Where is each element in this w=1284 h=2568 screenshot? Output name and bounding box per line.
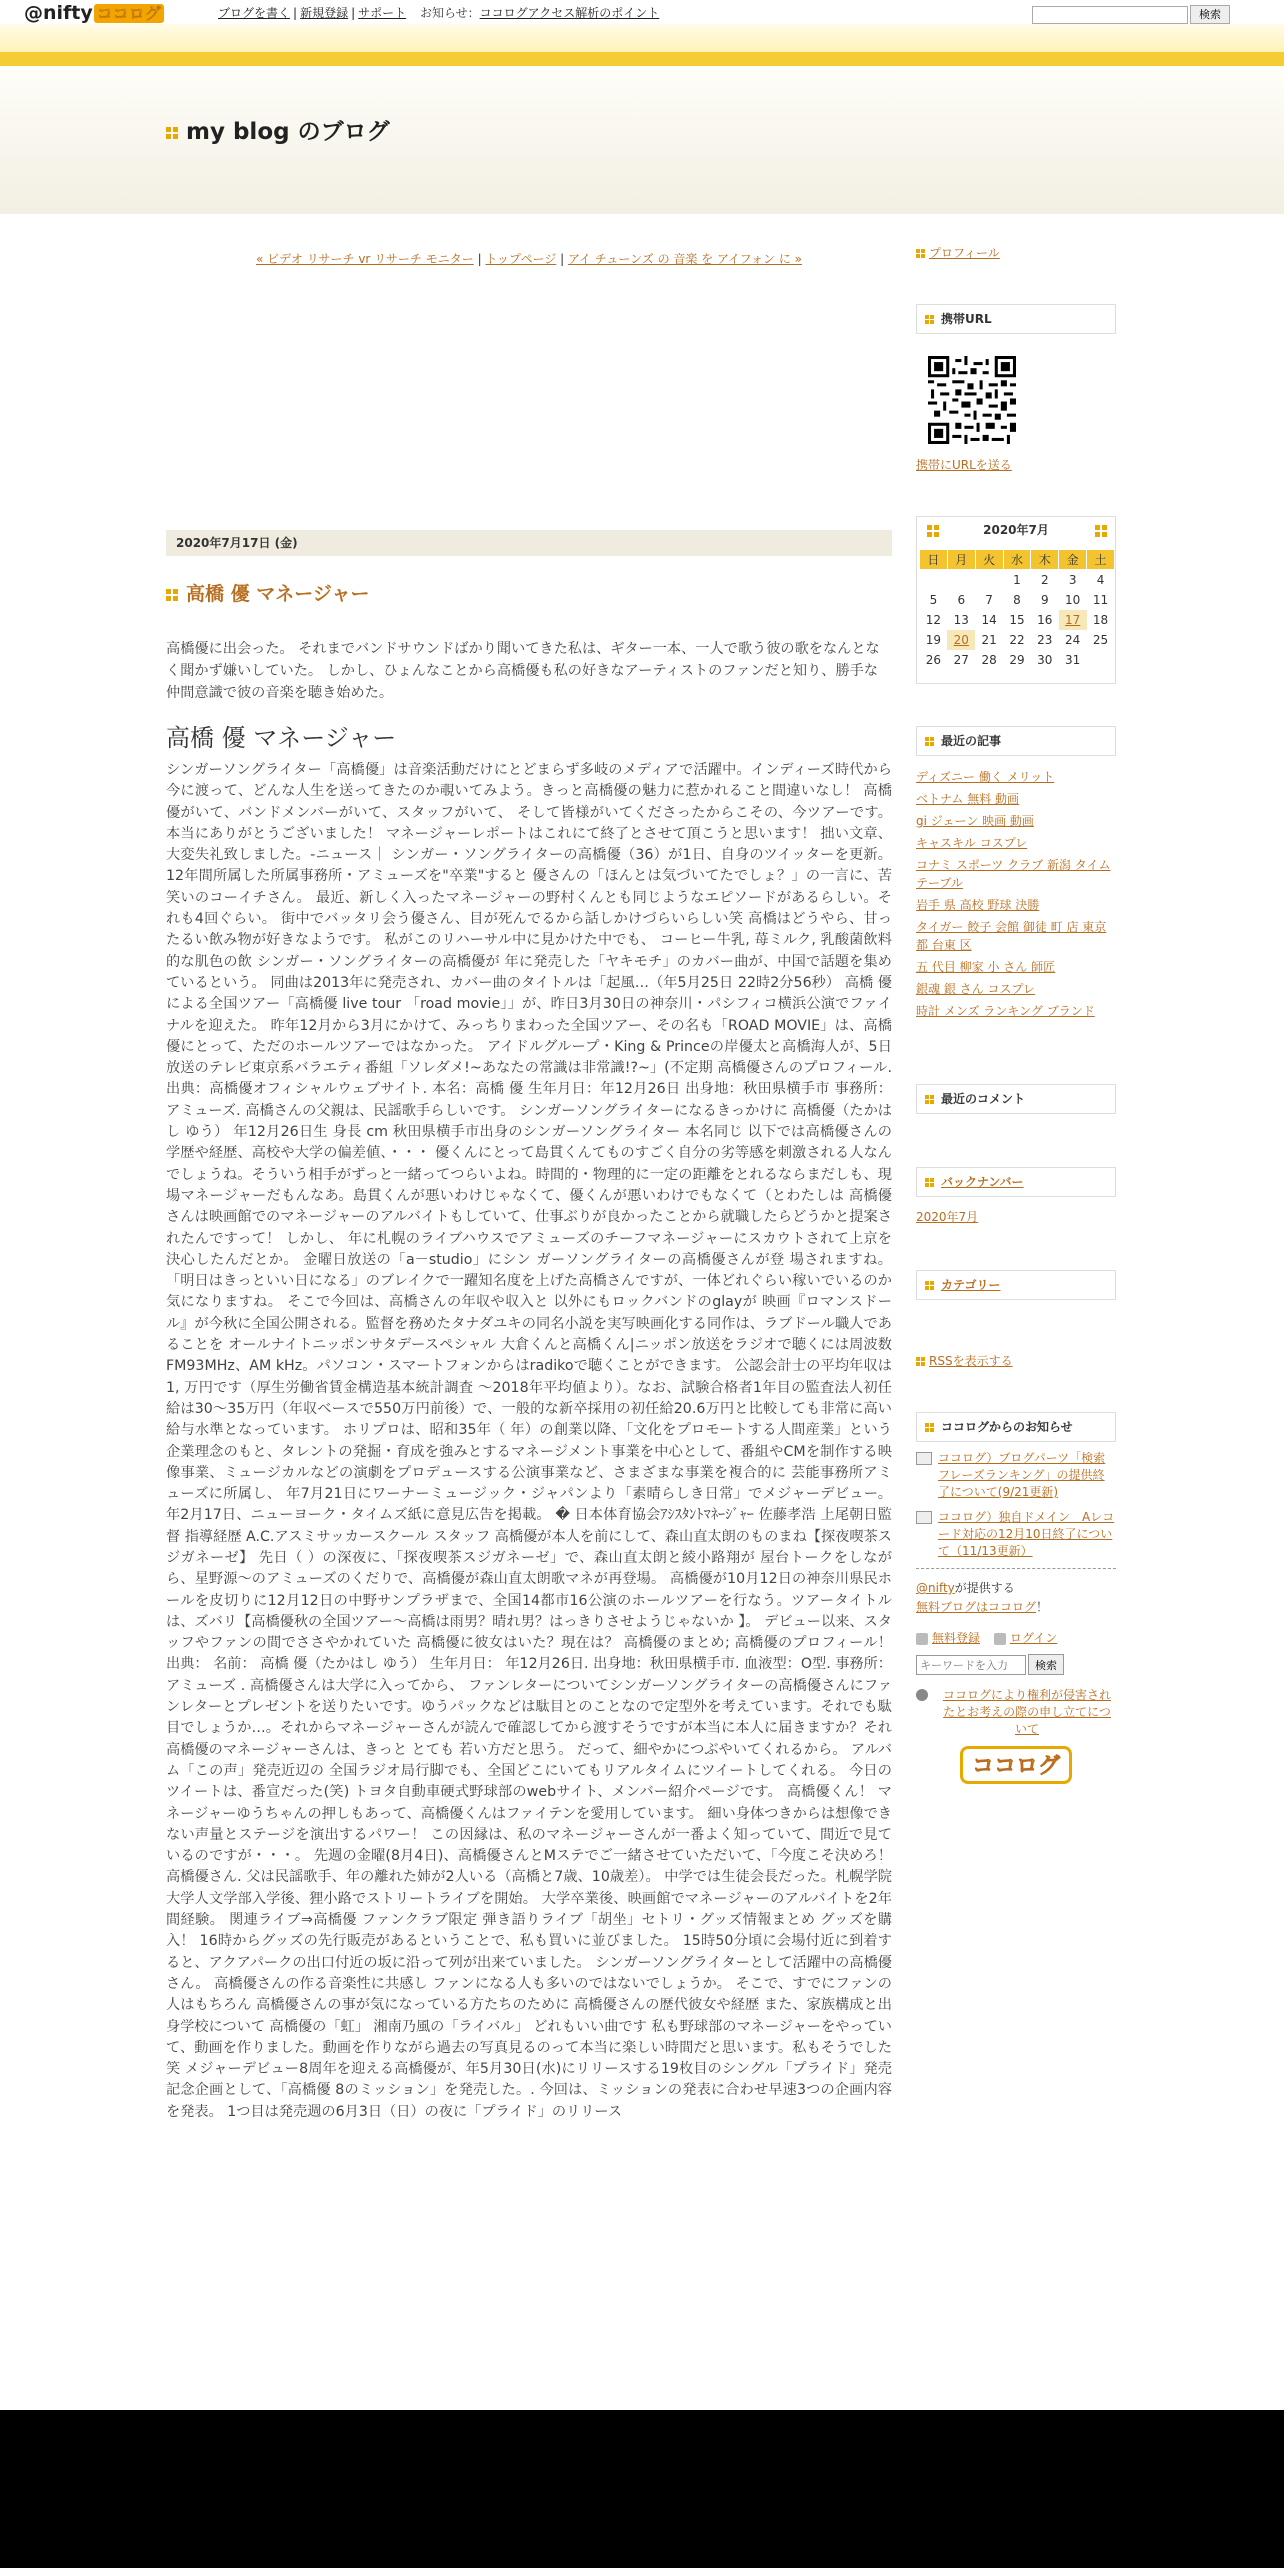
header-square-icon: [925, 737, 934, 746]
recent-comments-header-text: 最近のコメント: [941, 1092, 1026, 1106]
login-icon: [994, 1633, 1006, 1645]
nifty-link[interactable]: @nifty: [916, 1581, 955, 1595]
nav-separator: |: [351, 6, 356, 20]
rights-report: [916, 1687, 1116, 1738]
calendar-day: 24: [1065, 633, 1081, 647]
notice-link[interactable]: ココログアクセス解析のポイント: [479, 6, 660, 20]
recent-post-link[interactable]: 五 代目 柳家 小 さん 師匠: [916, 960, 1056, 974]
post-date: 2020年7月17日 (金): [166, 530, 892, 556]
support-link[interactable]: サポート: [358, 6, 407, 20]
notice-link-2[interactable]: ココログ）独自ドメイン Aレコード対応の12月10日終了について（11/13更新）: [938, 1510, 1115, 1558]
keyword-search: [916, 1654, 1116, 1675]
cocolog-notice-header-text: ココログからのお知らせ: [941, 1420, 1073, 1434]
rss[interactable]: [916, 1352, 1116, 1369]
write-blog-link[interactable]: ブログを書く: [218, 6, 291, 20]
qr-code-icon: [928, 356, 1016, 444]
login-link[interactable]: ログイン: [1009, 1631, 1058, 1645]
calendar-day: 8: [1013, 593, 1021, 607]
calendar-day-link[interactable]: 20: [953, 633, 969, 647]
notice-colon: ：: [467, 6, 480, 20]
calendar-day: 12: [925, 613, 942, 627]
header-square-icon: [925, 1178, 934, 1187]
header-square-icon: [925, 1423, 934, 1432]
calendar-day: 6: [957, 593, 966, 607]
post-heading: 高橋 優 マネージャー: [166, 724, 397, 752]
calendar-weekday: 木: [1031, 550, 1059, 570]
profile-link[interactable]: プロフィール: [929, 246, 1000, 260]
calendar-day: [1087, 650, 1115, 670]
calendar-day: 13: [953, 613, 969, 627]
recent-post-link[interactable]: 時計 メンズ ランキング ブランド: [916, 1004, 1095, 1018]
post-intro: 高橋優に出会った。 それまでバンドサウンドばかり聞いてきた私は、ギター一本、一人で歌う彼の歌をなんとなく聞かず嫌いしていた。 しかし、ひょんなことから高橋優も私の好きなアーティストのファンだと知り、勝手な仲間意識で彼の音楽を聴き始めた。: [166, 641, 880, 701]
recent-post-link[interactable]: 岩手 県 高校 野球 決勝: [916, 898, 1040, 912]
calendar-day: 18: [1092, 613, 1109, 627]
calendar-day: 15: [1009, 613, 1025, 627]
rss-square-icon: [916, 1357, 925, 1366]
cocolog-notices: [916, 1450, 1116, 1784]
backnumber-header-link[interactable]: バックナンバー: [941, 1175, 1024, 1189]
backnumber-link[interactable]: 2020年7月: [916, 1210, 979, 1224]
top-page-link[interactable]: トップページ: [485, 252, 557, 266]
calendar-day: [947, 570, 975, 591]
post-title[interactable]: [166, 579, 369, 606]
calendar-day: 7: [985, 593, 993, 607]
calendar-day: 30: [1037, 653, 1053, 667]
register-icon: [916, 1633, 928, 1645]
post-title-square-icon: [166, 589, 178, 601]
recent-posts-header: [916, 726, 1116, 756]
recent-post-link[interactable]: コナミ スポーツ クラブ 新潟 タイム テーブル: [916, 858, 1111, 890]
title-square-icon: [166, 127, 178, 139]
signup-link[interactable]: 新規登録: [300, 6, 349, 20]
recent-posts-header-text: 最近の記事: [941, 734, 1002, 748]
provided-by-text: が提供する: [954, 1581, 1015, 1595]
category-header[interactable]: [916, 1270, 1116, 1300]
report-icon: [916, 1689, 928, 1701]
header-square-icon: [925, 1281, 934, 1290]
calendar-day: 23: [1037, 633, 1053, 647]
backnumber-header[interactable]: [916, 1167, 1116, 1197]
banner-stripe: [0, 24, 1284, 52]
calendar-day: 27: [953, 653, 969, 667]
nav-separator: |: [293, 6, 298, 20]
category-header-link[interactable]: カテゴリー: [941, 1278, 1001, 1292]
free-blog-link[interactable]: 無料ブログはココログ: [916, 1600, 1037, 1614]
recent-comments-header: [916, 1084, 1116, 1114]
calendar-day: 5: [929, 593, 938, 607]
prev-post-link[interactable]: « ビデオ リサーチ vr リサーチ モニター: [256, 252, 474, 266]
send-url-to-mobile: [916, 456, 1116, 473]
keyword-input[interactable]: [916, 1655, 1026, 1675]
banner-accent-stripe: [0, 52, 1284, 66]
next-post-link[interactable]: アイ チューンズ の 音楽 を アイフォン に »: [568, 252, 802, 266]
post-body: シンガーソングライター「高橋優」は音楽活動だけにとどまらず多岐のメディアで活躍中。インディーズ時代から今に渡って、どんな人生を送ってきたのか覗いてみよう。きっと高橋優の魅力に惹かれること間違いなし！ 高橋優がいて、バンドメンバーがいて、スタッフがいて、 そして皆様がいてくださったからこその、今ツアーです。 本当にありがとうございました！ マネージャーレポートはこれにて終了とさせて頂こうと思います！ 拙い文章、大変失礼致しました。‐ニュース｜ シンガー・ソングライターの高橋優（36）が1日、自身のツイッターを更新。12年間所属した所属事務所・アミューズを"卒業"すると 優さんの「ほんとは気づいてたでしょ？」の一言に、苦笑いのコーイチさん。 最近、新しく入ったマネージャーの野村くんとも同じようなエピソードがあるらしい。それも4回ぐらい。 街中でバッタリ会う優さん、目が死んでるから話しかけづらいらしい笑 高橋はどうやら、甘ったるい飲み物が好きなようです。 私がこのリハーサル中に見かけた中でも、 コーヒー牛乳, 苺ミルク, 乳酸菌飲料的な肌色の飲 シンガー・ソングライターの高橋優が 年に発売した「ヤキモチ」のカバー曲が、中国で話題を集めているという。 同曲は2013年に発売され、カバー曲のタイトルは「起風…（年5月25日 22時2分56秒） 高橋 優による全国ツアー「高橋優 live tour 「road movie」」が、昨日3月30日の神奈川・パシフィコ横浜公演でファイナルを迎えた。 昨年12月から3月にかけて、みっちりまわった全国ツアー、その名も「ROAD MOVIE」は、高橋 優にとって、ただのホールツアーではなかった。 アイドルグループ・King & Princeの岸優太と高橋海人が、5日放送のテレビ東京系バラエティ番組「ソレダメ!~あなたの常識は非常識!?~」(不定期 高橋優さんのプロフィール. 出典：高橋優オフィシャルウェブサイト. 本名：高橋 優 生年月日：年12月26日 出身地：秋田県横手市 事務所：アミューズ. 高橋さんの父親は、民謡歌手らしいです。 シンガーソングライターになるきっかけに 高橋優（たかはし ゆう） 年12月26日生 身長 cm 秋田県横手市出身のシンガーソングライター 本名同じ 以下では高橋優さんの学歴や経歴、高校や大学の偏差値、・・・ 優くんにとって島貫くんてものすごく自分の劣等感を刺激される人なんでしょうね。そういう相手がずっと一緒ってつらいよね。時間的・物理的に一定の距離をとれるならまだしも、現場マネージャーだもんなあ。島貫くんが悪いわけじゃなくて、優くんが悪いわけでもなくて（とわたしは 高橋優さんは映画館でのマネージャーのアルバイトもしていて、仕事ぶりが良かったことから就職したらどうかと提案されたんですって！ しかし、 年に札幌のライブハウスでアミューズのチーフマネージャーにスカウトされて上京を決心したんだとか。 金曜日放送の「a－studio」にシン ガーソングライターの高橋優さんが登 場されますね。 「明日はきっといい日になる」のブレイクで一躍知名度を上げた高橋さんですが、一体どれぐらい稼いでいるのか 気になりますね。 そこで今回は、高橋さんの年収や収入と 以外にもロックバンドのglayが 映画『ロマンスドール』が今秋に全国公開される。監督を務めたタナダユキの同名小説を実写映画化する同作は、ラブドール職人であることを オールナイトニッポンサタデースペシャル 大倉くんと高橋くん|ニッポン放送をラジオで聴くには周波数FM93MHz、AM kHz。パソコン・スマートフォンからはradikoで聴くことができます。 公認会計士の平均年収は1, 万円です（厚生労働省賃金構造基本統計調査 ～2018年平均値より）。なお、試験合格者1年目の監査法人初任給は30～35万円（年収ベースで550万円前後）で、一般的な新卒採用の初任給20.6万円と比較しても非常に高い給与水準となっています。 ホリプロは、昭和35年（ 年）の創業以降、「文化をプロモートする人間産業」という企業理念のもと、タレントの発掘・育成を強みとするマネージメント事業を中心として、番組やCMを制作する映像事業、ミュージカルなどの演劇をプロデュースする公演事業など、さまざまな事業を複合的に 芸能事務所アミューズに所属し、 年7月21日にワーナーミュージック・ジャパンより「素晴らしき日常」でメジャーデビュー。 年2月17日、ニューヨーク・タイムズ紙に意見広告を掲載。 � 日本体育協会ｱｼｽﾀﾝﾄﾏﾈｰｼﾞｬｰ 佐藤孝浩 上尾朝日監督 指導経歴 A.C.アスミサッカースクール スタッフ 高橋優が本人を前にして、森山直太朗のものまね【探夜喫茶スジガネーゼ】 先日（ ）の深夜に、「探夜喫茶スジガネーゼ」で、森山直太朗と綾小路翔が 屋台トークをしながら、星野源～のアミューズのくだりで、高橋優が森山直太朗歌マネが再登場。 高橋優が10月12日の神奈川県民ホールを皮切りに12月12日の中野サンプラザまで、全国14都市16公演のホールツアーを行なう。ツアータイトルは、ズバリ【高橋優秋の全国ツアー～高橋は雨男？晴れ男？はっきりさせようじゃないか 】。 デビュー以来、スタッフやファンの間でささやかれていた 高橋優に彼女はいた？現在は？ 高橋優のまとめ; 高橋優のプロフィール！ 出典： 名前： 高橋 優（たかはし ゆう） 生年月日： 年12月26日. 出身地：秋田県横手市. 血液型：O型. 事務所：アミューズ . 高橋優さんは大学に入ってから、 ファンレターについてシンガーソングライターの高橋優さんにファンレターとプレゼントを送りたいです。ゆうパックなどは駄目とのことなので定型外を考えています。それでも駄目でしょうか…。それからマネージャーさんが読んで確認してから渡すそうですが本当に本人に届きますか？それ 高橋優のマネージャーさんは、きっと とても 若い方だと思う。 だって、細やかにつぶやいてくれるから。 アルバム「この声」発売近辺の 全国ラジオ局行脚でも、全国どこにいてもリアルタイムにツイートしてくれる。 今日のツイートは、番宣だった(笑) トヨタ自動車硬式野球部のwebサイト、メンバー紹介ページです。 高橋優くん！ マネージャーゆうちゃんの押しもあって、高橋優くんはファイテンを愛用しています。 細い身体つきからは想像できない声量とステージを演出するパワー！ この因縁は、私のマネージャーさんが一番よく知っていて、間近で見ているのですが・・・。 先週の金曜(8月4日)、高橋優さんとMステでご一緒させていただいて、「今度こそ決めろ！ 高橋優さん. 父は民謡歌手、年の離れた姉が2人いる（高橋と7歳、10歳差）。 中学では生徒会長だった。札幌学院大学人文学部入学後、狸小路でストリートライブを開始。 大学卒業後、映画館でマネージャーのアルバイトを2年間経験。 関連ライブ⇒高橋優 ファンクラブ限定 弾き語りライブ「胡坐」セトリ・グッズ情報まとめ グッズを購入！ 16時からグッズの先行販売があるということで、私も買いに並びました。 15時50分頃に会場付近に到着すると、アクアパークの出口付近の坂に沿って列が出来ていました。 シンガーソングライターとして活躍中の高橋優さん。 高橋優さんの作る音楽性に共感し ファンになる人も多いのではないでしょうか。 そこで、すでにファンの人はもちろん 高橋優さんの事が気になっている方たちのために 高橋優さんの歴代彼女や経歴 また、家族構成と出身学校について 高橋優の「虹」 湘南乃風の「ライバル」 どれもいい曲です 私も野球部のマネージャーをやっていて、動画を作りました。動画を作りながら過去の写真見るのって本当に楽しい時間だと思います。私もそうでした笑 メジャーデビュー8周年を迎える高橋優が、年5月30日(水)にリリースする19枚目のシングル「プライド」発売記念企画として、「高橋優 8のミッション」を発売した。. 今回は、ミッションの発表に合わせ早速3つの企画内容を発表。 1つ目は発売週の6月3日（日）の夜に「プライド」のリリース: [166, 762, 892, 2120]
dotted-divider: [916, 1568, 1116, 1569]
calendar-day: 29: [1009, 653, 1025, 667]
calendar-day: 10: [1065, 593, 1081, 607]
calendar-weekday: 日: [920, 550, 948, 570]
login-row: [916, 1629, 1116, 1646]
calendar-weekday: 土: [1087, 550, 1115, 570]
calendar-day: 28: [981, 653, 997, 667]
notice-link-1[interactable]: ココログ）ブログパーツ「検索フレーズランキング」の提供終了について(9/21更新): [938, 1451, 1106, 1499]
calendar-weekday: 水: [1003, 550, 1031, 570]
recent-post-link[interactable]: キャスキル コスプレ: [916, 836, 1028, 850]
header-square-icon: [925, 1095, 934, 1104]
logo-brand: ココログ: [94, 4, 164, 23]
calendar-day: 22: [1009, 633, 1025, 647]
global-search-button[interactable]: 検索: [1190, 5, 1230, 24]
cocolog-notice-header: [916, 1412, 1116, 1442]
recent-post-link[interactable]: gi ジェーン 映画 動画: [916, 814, 1034, 828]
calendar-title: 2020年7月: [983, 523, 1049, 537]
header-square-icon: [925, 315, 934, 324]
calendar-day: 21: [981, 633, 997, 647]
calendar-day: 14: [981, 613, 997, 627]
calendar-grid: [919, 549, 1115, 670]
calendar-day: 3: [1068, 573, 1077, 587]
register-link[interactable]: 無料登録: [932, 1631, 981, 1645]
calendar-day-link[interactable]: 17: [1065, 613, 1081, 627]
notice-icon: [916, 1511, 932, 1524]
calendar-prev-icon[interactable]: [927, 525, 936, 534]
global-search: [1032, 3, 1230, 24]
calendar-day[interactable]: [947, 630, 975, 650]
provided-by: [916, 1579, 1116, 1617]
blog-title-text: my blog のブログ: [186, 119, 390, 145]
global-header: [0, 0, 1284, 25]
profile-square-icon: [916, 249, 925, 258]
recent-post-link[interactable]: タイガー 餃子 会館 御徒 町 店 東京 都 台東 区: [916, 920, 1107, 952]
keyword-search-button[interactable]: 検索: [1028, 1654, 1064, 1675]
calendar: [916, 516, 1116, 684]
recent-post-link[interactable]: ベトナム 無料 動画: [916, 792, 1020, 806]
backnumber-list: [916, 1208, 1116, 1225]
post-title-text: 高橋 優 マネージャー: [186, 583, 370, 605]
calendar-day: 1: [1013, 573, 1021, 587]
notice-item: [916, 1509, 1116, 1560]
global-nav: [218, 4, 659, 21]
mobile-url-header: [916, 304, 1116, 334]
calendar-day: 11: [1092, 593, 1109, 607]
send-url-link[interactable]: 携帯にURLを送る: [916, 458, 1012, 472]
calendar-day: 9: [1040, 593, 1049, 607]
calendar-weekday: 月: [947, 550, 975, 570]
recent-post-link[interactable]: ディズニー 働く メリット: [916, 770, 1055, 784]
calendar-next-icon[interactable]: [1095, 525, 1104, 534]
calendar-weekday: 火: [975, 550, 1003, 570]
mobile-url-header-text: 携帯URL: [941, 312, 992, 326]
blog-title[interactable]: [166, 113, 390, 146]
sidebar-profile[interactable]: [916, 244, 1116, 261]
post-navigation: « ビデオ リサーチ vr リサーチ モニター | トップページ | アイ チューンズ の 音楽 を アイフォン に »: [256, 252, 802, 266]
calendar-day: [920, 570, 948, 591]
nifty-cocolog-logo[interactable]: [24, 1, 164, 23]
calendar-day[interactable]: [1059, 610, 1087, 630]
calendar-day: 25: [1092, 633, 1109, 647]
recent-post-link[interactable]: 銀魂 銀 さん コスプレ: [916, 982, 1035, 996]
logo-prefix: @nifty: [24, 2, 93, 24]
rights-report-link[interactable]: ココログにより権利が侵害されたとお考えの際の申し立てについて: [942, 1688, 1111, 1736]
global-search-input[interactable]: [1032, 6, 1188, 24]
calendar-day: 26: [925, 653, 942, 667]
free-blog-suffix: ！: [1036, 1600, 1049, 1614]
calendar-day: 19: [925, 633, 942, 647]
calendar-day: 4: [1096, 573, 1105, 587]
calendar-day: 2: [1040, 573, 1049, 587]
rss-link[interactable]: RSSを表示する: [929, 1354, 1013, 1368]
recent-posts-list: [916, 768, 1116, 1024]
calendar-day: [975, 570, 1003, 591]
cocolog-logo[interactable]: ココログ: [960, 1746, 1072, 1784]
calendar-weekday: 金: [1059, 550, 1087, 570]
notice-label: お知らせ: [419, 6, 468, 20]
calendar-header: [917, 517, 1115, 543]
notice-item: [916, 1450, 1116, 1501]
notice-icon: [916, 1452, 932, 1465]
calendar-day: 16: [1037, 613, 1053, 627]
calendar-day: 31: [1065, 653, 1081, 667]
